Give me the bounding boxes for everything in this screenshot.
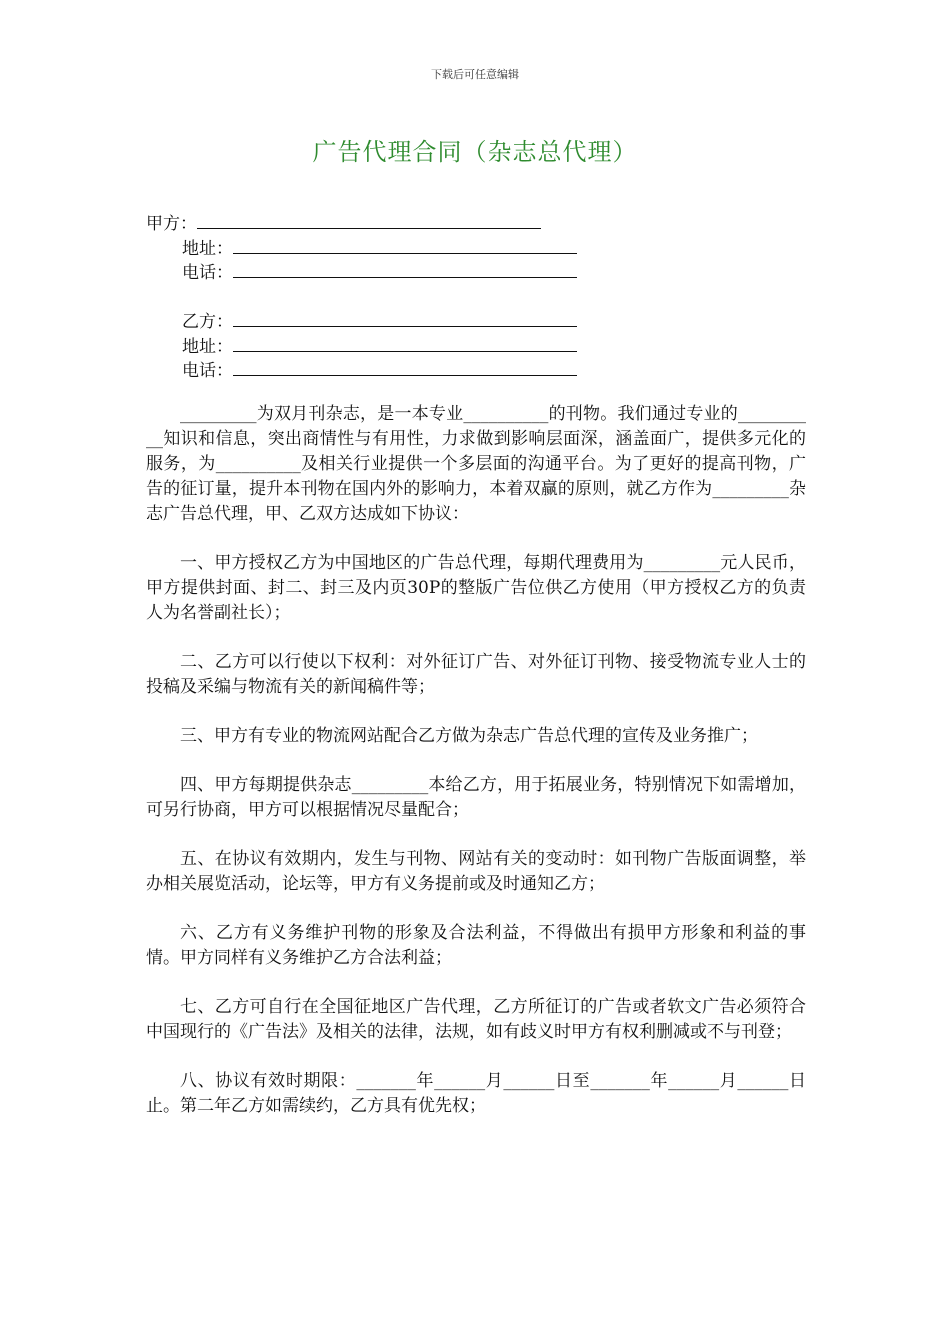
document-title: 广告代理合同（杂志总代理） xyxy=(312,138,638,166)
clause-7: 七、乙方可自行在全国征地区广告代理，乙方所征订的广告或者软文广告必须符合中国现行的《广告法》及相关的法律，法规，如有歧义时甲方有权利删减或不与刊登； xyxy=(146,997,806,1042)
clause-5: 五、在协议有效期内，发生与刊物、网站有关的变动时：如刊物广告版面调整，举办相关展览活动，论坛等，甲方有义务提前或及时通知乙方； xyxy=(146,849,806,894)
party-a-phone-label: 电话： xyxy=(182,263,233,283)
contract-body xyxy=(146,402,806,1143)
party-gap xyxy=(146,285,577,310)
parties-block xyxy=(146,211,577,383)
party-b-name-line xyxy=(233,309,577,327)
party-b-address-line xyxy=(233,334,577,352)
party-a-address-row xyxy=(146,236,577,261)
clause-2: 二、乙方可以行使以下权利：对外征订广告、对外征订刊物、接受物流专业人士的投稿及采编与物流有关的新闻稿件等； xyxy=(146,652,806,697)
party-a-address-label: 地址： xyxy=(182,238,233,259)
clause-1: 一、甲方授权乙方为中国地区的广告总代理，每期代理费用为_________元人民币，甲方提供封面、封二、封三及内页30P的整版广告位供乙方使用（甲方授权乙方的负责人为名誉副社长）； xyxy=(146,553,806,623)
header-note: 下载后可任意编辑 xyxy=(431,68,519,81)
clause-4: 四、甲方每期提供杂志_________本给乙方，用于拓展业务，特别情况下如需增加，可另行协商，甲方可以根据情况尽量配合； xyxy=(146,775,806,820)
party-b-label: 乙方： xyxy=(182,312,233,332)
party-a-address-line xyxy=(233,236,577,254)
party-b-phone-line xyxy=(233,358,577,376)
party-b-phone-label: 电话： xyxy=(182,361,233,381)
party-a-row xyxy=(146,211,577,236)
clause-3: 三、甲方有专业的物流网站配合乙方做为杂志广告总代理的宣传及业务推广； xyxy=(180,726,758,746)
party-a-name-line xyxy=(197,211,541,229)
party-a-label: 甲方： xyxy=(146,214,197,234)
party-b-phone-row xyxy=(146,358,577,383)
clause-8: 八、协议有效时期限：_______年______月______日至_______年______月______日止。第二年乙方如需续约，乙方具有优先权； xyxy=(146,1071,806,1116)
party-b-address-label: 地址： xyxy=(182,336,233,357)
party-b-address-row xyxy=(146,334,577,359)
party-b-row xyxy=(146,309,577,334)
clause-6: 六、乙方有义务维护刊物的形象及合法利益，不得做出有损甲方形象和利益的事情。甲方同样有义务维护乙方合法利益； xyxy=(146,923,806,968)
party-a-phone-line xyxy=(233,260,577,278)
intro-paragraph: _________为双月刊杂志，是一本专业__________的刊物。我们通过专业的__________知识和信息，突出商情性与有用性，力求做到影响层面深，涵盖面广，提供多元化的服务，为__________及相关行业提供一个多层面的沟通平台。为了更好的提高刊物，广告的征订量，提升本刊物在国内外的影响力，本着双赢的原则，就乙方作为_________杂志广告总代理，甲、乙双方达成如下协议： xyxy=(146,404,806,524)
party-a-phone-row xyxy=(146,260,577,285)
